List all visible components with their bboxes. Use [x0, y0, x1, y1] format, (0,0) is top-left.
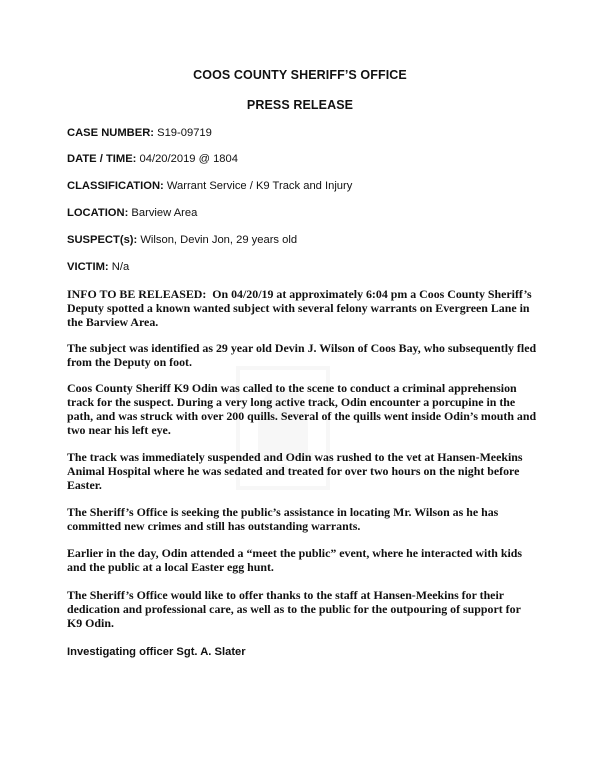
info-label: INFO TO BE RELEASED: — [67, 287, 207, 301]
paragraph-thanks: The Sheriff’s Office would like to offer thanks to the staff at Hansen-Meekins for their dedication and professional care, as well as to the public for the outpouring of support for K9 Odin. — [67, 588, 521, 630]
location-label: LOCATION: — [67, 207, 129, 219]
info-text: On 04/20/19 at approximately 6:04 pm a Coos County Sheriff’s Deputy spotted a known wanted subject with several felony warrants on Evergreen Lane in the Barview Area. — [67, 287, 532, 329]
document-type-title: PRESS RELEASE — [246, 98, 354, 112]
classification-label: CLASSIFICATION: — [67, 180, 164, 192]
victim-field — [67, 261, 129, 273]
date-time-label: DATE / TIME: — [67, 153, 137, 165]
victim-label: VICTIM: — [67, 261, 109, 273]
paragraph-k9-track: Coos County Sheriff K9 Odin was called to the scene to conduct a criminal apprehension track for the suspect. During a very long active track, Odin encounter a porcupine in the path, and was struck with over 200 quills. Several of the quills went inside Odin’s mouth and two near his left eye. — [67, 381, 537, 437]
paragraph-suspect-identified: The subject was identified as 29 year old Devin J. Wilson of Coos Bay, who subsequently fled from the Deputy on foot. — [67, 341, 537, 369]
suspects-label: SUSPECT(s): — [67, 234, 138, 246]
classification-value: Warrant Service / K9 Track and Injury — [166, 180, 353, 192]
classification-field — [67, 180, 352, 192]
paragraph-track-suspended: The track was immediately suspended and Odin was rushed to the vet at Hansen-Meekins Animal Hospital where he was sedated and treated for over two hours on the night before Easter. — [67, 450, 523, 492]
case-number-value: S19-09719 — [157, 127, 212, 139]
case-number-field — [67, 127, 212, 139]
location-field — [67, 207, 197, 219]
suspects-value: Wilson, Devin Jon, 29 years old — [140, 234, 298, 246]
location-value: Barview Area — [131, 207, 198, 219]
date-time-field — [67, 153, 238, 165]
paragraph-public-assistance: The Sheriff’s Office is seeking the public’s assistance in locating Mr. Wilson as he has committed new crimes and still has outstanding warrants. — [67, 505, 499, 533]
case-number-label: CASE NUMBER: — [67, 127, 155, 139]
date-time-value: 04/20/2019 @ 1804 — [139, 153, 238, 165]
investigating-officer: Investigating officer Sgt. A. Slater — [67, 646, 246, 658]
agency-title: COOS COUNTY SHERIFF’S OFFICE — [193, 68, 407, 82]
victim-value: N/a — [111, 261, 130, 273]
paragraph-meet-the-public: Earlier in the day, Odin attended a “meet the public” event, where he interacted with kids and the public at a local Easter egg hunt. — [67, 546, 523, 574]
suspects-field — [67, 234, 297, 246]
info-paragraph — [67, 287, 537, 329]
